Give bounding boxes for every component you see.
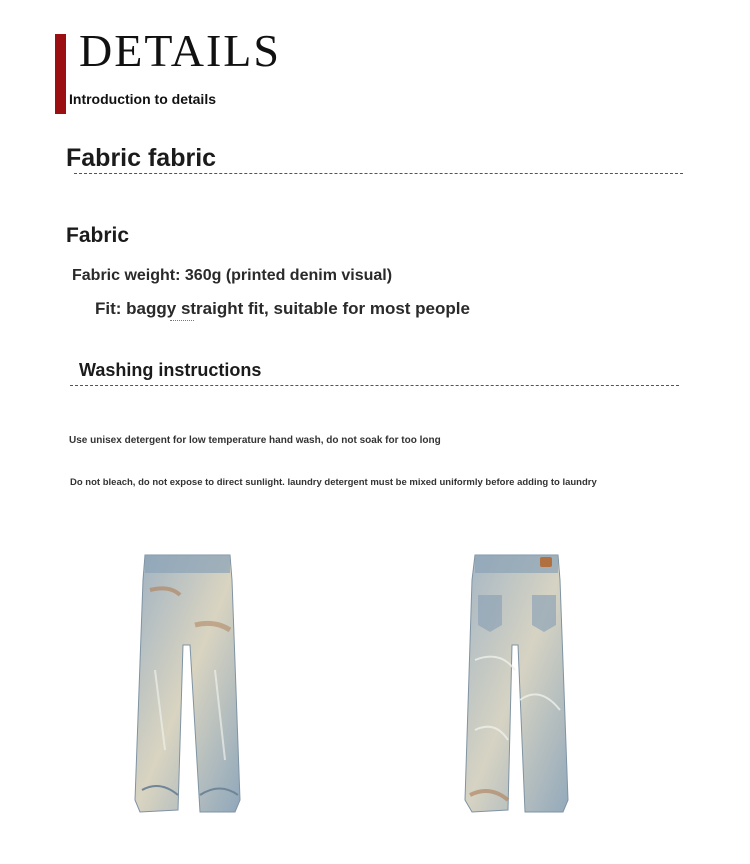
fit-text: Fit: baggy straight fit, suitable for most people (95, 299, 470, 318)
text-clip-artifact (170, 320, 194, 324)
jeans-back-icon (460, 550, 575, 815)
fabric-fabric-heading: Fabric fabric (66, 144, 217, 172)
fabric-weight-text: Fabric weight: 360g (printed denim visual) (72, 267, 393, 284)
wash-note-2: Do not bleach, do not expose to direct sunlight. laundry detergent must be mixed uniformly before adding to laundry (70, 477, 597, 488)
jeans-front-icon (130, 550, 245, 815)
page-title: DETAILS (79, 25, 281, 76)
divider (70, 385, 679, 386)
divider (74, 173, 683, 174)
washing-heading: Washing instructions (79, 360, 262, 380)
accent-bar (55, 34, 66, 114)
wash-note-1: Use unisex detergent for low temperature hand wash, do not soak for too long (69, 435, 441, 446)
page-subtitle: Introduction to details (69, 91, 216, 107)
fabric-heading: Fabric (66, 224, 130, 247)
